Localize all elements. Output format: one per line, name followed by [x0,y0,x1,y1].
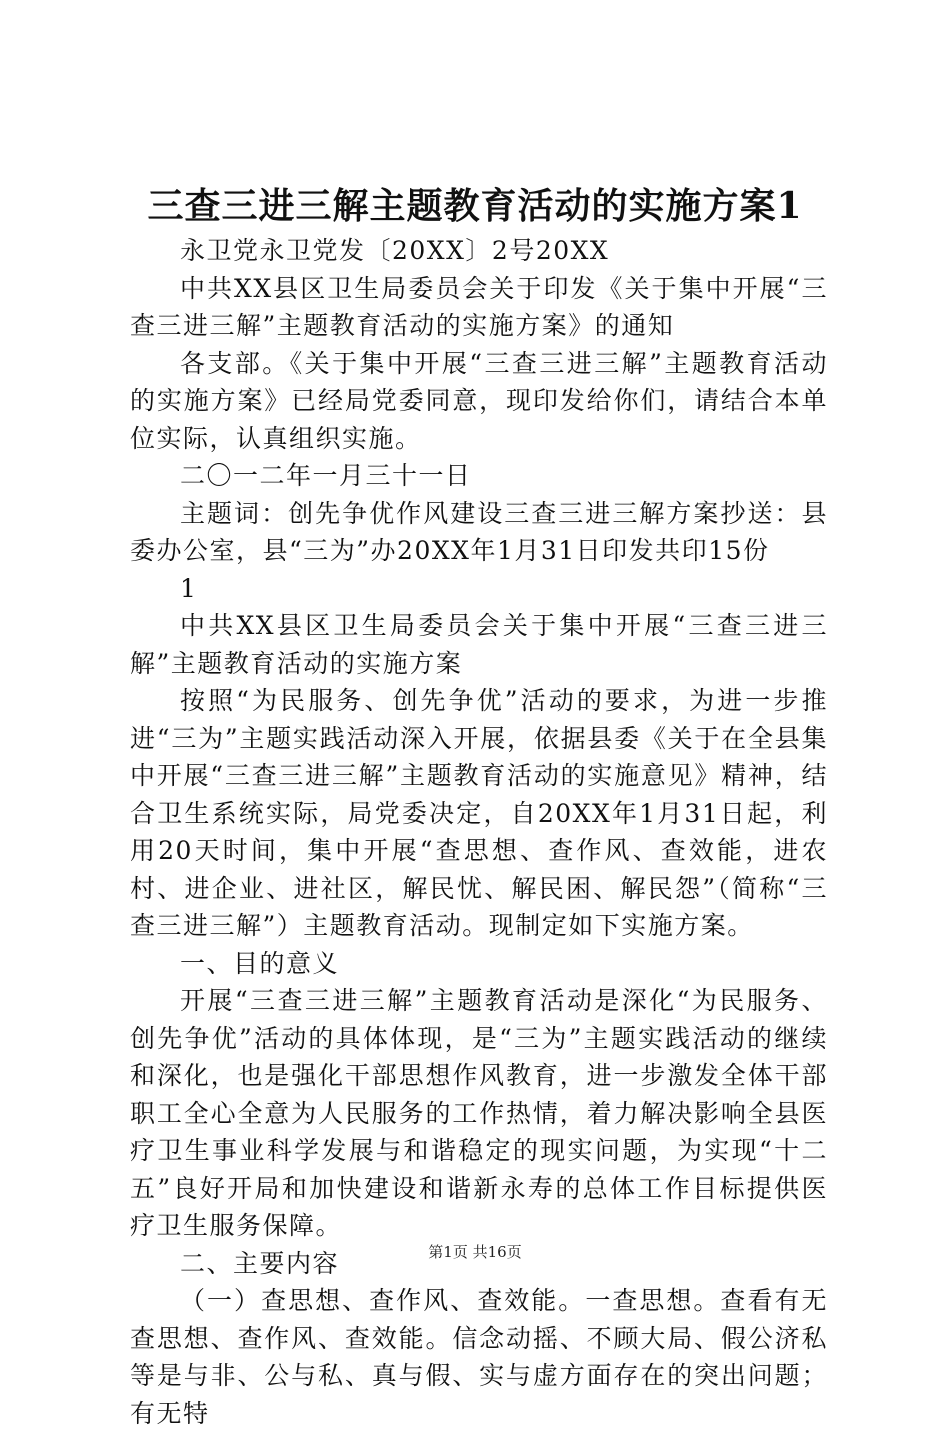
document-number: 永卫党永卫党发〔20XX〕2号20XX [180,236,610,265]
notice-heading: 中共XX县区卫生局委员会关于印发《关于集中开展“三查三进三解”主题教育活动的实施方案》的通知 [130,273,828,340]
plan-heading: 中共XX县区卫生局委员会关于集中开展“三查三进三解”主题教育活动的实施方案 [130,611,828,678]
purpose-paragraph: 开展“三查三进三解”主题教育活动是深化“为民服务、创先争优”活动的具体体现，是“三为”主题实践活动的继续和深化，也是强化干部思想作风教育，进一步激发全体干部职工全心全意为人民服务的工作热情，着力解决影响全县医疗卫生事业科学发展与和谐稳定的现实问题，为实现“十二五”良好开局和加快建设和谐新永寿的总体工作目标提供医疗卫生服务保障。 [130,986,828,1240]
inline-page-number: 1 [180,573,198,603]
section-heading-content: 二、主要内容 [180,1248,340,1278]
notice-date: 二〇一二年一月三十一日 [180,461,472,490]
plan-intro-paragraph: 按照“为民服务、创先争优”活动的要求，为进一步推进“三为”主题实践活动深入开展，依据县委《关于在全县集中开展“三查三进三解”主题教育活动的实施意见》精神，结合卫生系统实际，局党委决定，自20XX年1月31日起，利用20天时间，集中开展“查思想、查作风、查效能，进农村、进企业、进社区，解民忧、解民困、解民怨”（简称“三查三进三解”）主题教育活动。现制定如下实施方案。 [130,686,828,940]
document-title: 三查三进三解主题教育活动的实施方案1 [147,185,803,227]
section-heading-purpose: 一、目的意义 [180,948,340,978]
keywords-line: 主题词：创先争优作风建设三查三进三解方案抄送：县委办公室，县“三为”办20XX年1月31日印发共印15份 [130,498,828,565]
content-paragraph: （一）查思想、查作风、查效能。一查思想。查看有无查思想、查作风、查效能。信念动摇、不顾大局、假公济私等是与非、公与私、真与假、实与虚方面存在的突出问题；有无特 [130,1286,828,1428]
page-footer: 第1页 共16页 [428,1243,522,1261]
notice-body: 各支部。《关于集中开展“三查三进三解”主题教育活动的实施方案》已经局党委同意，现印发给你们，请结合本单位实际，认真组织实施。 [130,348,828,453]
